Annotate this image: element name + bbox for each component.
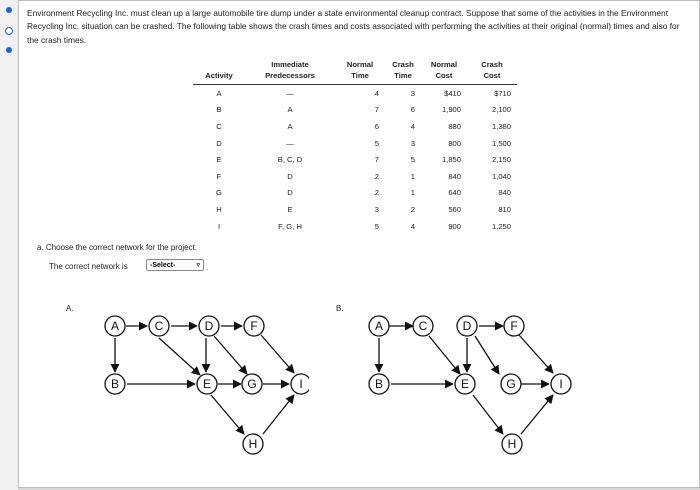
cell-crash-time: 3 (410, 138, 415, 148)
header-normal-time: Time (335, 70, 385, 85)
cell-crash-time: 1 (410, 188, 415, 198)
svg-text:I: I (299, 377, 303, 391)
cell-crash-cost: 2,150 (491, 155, 511, 165)
cell-crash-cost: 1,380 (491, 121, 511, 131)
cell-activity: C (216, 121, 222, 131)
cell-normal-time: 3 (374, 204, 379, 214)
svg-text:B: B (110, 377, 120, 391)
cell-crash-time: 6 (410, 105, 415, 115)
svg-text:E: E (202, 377, 212, 391)
cell-normal-time: 6 (374, 121, 379, 131)
cell-pred: B, C, D (277, 155, 303, 165)
cell-normal-cost: 640 (448, 188, 461, 198)
svg-text:E: E (460, 377, 470, 391)
cell-pred: F, G, H (278, 221, 302, 231)
header-activity: Activity (193, 70, 245, 85)
cell-crash-cost: 2,100 (491, 105, 511, 115)
cell-crash-cost: $710 (494, 88, 511, 98)
cell-crash-time: 2 (410, 204, 415, 214)
header-activity-1 (193, 59, 245, 70)
node-h (243, 434, 263, 454)
cell-crash-cost: 810 (498, 204, 511, 214)
option-a-label: A. (66, 304, 74, 313)
svg-text:I: I (559, 377, 563, 391)
arrow-e-h (473, 395, 503, 434)
cell-normal-time: 7 (374, 155, 379, 165)
svg-text:G: G (506, 377, 516, 391)
activity-table (193, 59, 517, 234)
header-pred: Predecessors (245, 70, 335, 85)
arrow-f-i (261, 335, 294, 373)
node-a (105, 316, 125, 336)
cell-crash-cost: 1,040 (491, 171, 511, 181)
table-row (193, 185, 517, 202)
nav-dot-icon[interactable] (6, 47, 12, 53)
cell-crash-time: 4 (410, 221, 415, 231)
cell-normal-cost: 800 (448, 138, 461, 148)
table-row (193, 201, 517, 218)
network-a-diagram (99, 306, 309, 466)
cell-activity: D (216, 138, 222, 148)
header-crash-cost-1: Crash (481, 60, 503, 69)
cell-normal-time: 5 (374, 221, 379, 231)
svg-text:C: C (418, 319, 428, 333)
network-select[interactable] (146, 259, 204, 271)
select-value: -Select- (150, 262, 176, 269)
node-d (457, 316, 477, 336)
cell-normal-cost: 900 (448, 221, 461, 231)
table-row (193, 151, 517, 168)
question-text: a. Choose the correct network for the project. (37, 243, 198, 252)
cell-activity: A (216, 88, 222, 98)
svg-text:D: D (204, 319, 214, 333)
table-row (193, 118, 517, 135)
node-d (199, 316, 219, 336)
cell-pred: A (287, 105, 293, 115)
table-row (193, 135, 517, 152)
cell-normal-cost: 560 (448, 204, 461, 214)
cell-pred: E (287, 204, 293, 214)
cell-crash-time: 1 (410, 171, 415, 181)
option-b-label: B. (336, 304, 344, 313)
table-row (193, 85, 517, 102)
node-c (149, 316, 169, 336)
svg-text:F: F (510, 319, 518, 333)
header-pred-1: Immediate (271, 60, 309, 69)
left-rail (0, 0, 18, 490)
cell-activity: F (216, 171, 222, 181)
cell-activity: B (216, 105, 222, 115)
answer-period: . (206, 263, 209, 272)
table-row (193, 218, 517, 235)
arrow-h-i (263, 395, 294, 434)
cell-pred: A (287, 121, 293, 131)
network-b-diagram (367, 306, 587, 466)
node-e (455, 374, 475, 394)
svg-text:D: D (462, 319, 472, 333)
nav-dot-icon[interactable] (6, 7, 12, 13)
svg-text:A: A (374, 319, 384, 333)
node-f (244, 316, 264, 336)
arrow-c-e (429, 336, 460, 374)
arrow-d-g (475, 336, 499, 374)
answer-label: The correct network is (49, 262, 128, 271)
cell-pred: — (286, 88, 294, 98)
node-h (502, 434, 522, 454)
svg-text:C: C (154, 319, 164, 333)
header-normal-time-1: Normal (346, 60, 374, 69)
chevron-down-icon: ▿ (196, 262, 200, 269)
node-f (504, 316, 524, 336)
cell-normal-cost: 840 (448, 171, 461, 181)
arrow-h-i (521, 395, 553, 434)
svg-text:B: B (374, 377, 384, 391)
node-a (369, 316, 389, 336)
table-row (193, 102, 517, 119)
svg-text:F: F (250, 319, 258, 333)
nav-ring-icon[interactable] (5, 27, 13, 35)
node-b (105, 374, 125, 394)
cell-activity: E (216, 155, 222, 165)
cell-normal-time: 7 (374, 105, 379, 115)
cell-pred: D (287, 188, 293, 198)
question-card (18, 0, 700, 488)
cell-pred: — (286, 138, 294, 148)
table-row (193, 168, 517, 185)
header-normal-cost: Cost (421, 70, 467, 85)
arrow-f-i (519, 335, 553, 373)
cell-crash-time: 3 (410, 88, 415, 98)
svg-text:H: H (248, 437, 258, 451)
cell-normal-time: 2 (374, 171, 379, 181)
node-g (501, 374, 521, 394)
cell-normal-time: 4 (374, 88, 379, 98)
node-g (242, 374, 262, 394)
node-i (291, 374, 309, 394)
cell-crash-cost: 840 (498, 188, 511, 198)
svg-text:G: G (247, 377, 257, 391)
cell-normal-cost: 1,850 (441, 155, 461, 165)
node-e (197, 374, 217, 394)
node-i (551, 374, 571, 394)
arrow-c-e (159, 338, 200, 375)
cell-activity: I (217, 221, 221, 231)
problem-intro: Environment Recycling Inc. must clean up a large automobile tire dump under a state environmental cleanup contract. Suppose that some of the activities in the Environment Recycling Inc. situation can be crashed. The following table shows the crash times and costs associated with performing the activities at their original (normal) times and also for the crash times. (27, 8, 680, 45)
cell-normal-time: 5 (374, 138, 379, 148)
cell-normal-cost: 880 (448, 121, 461, 131)
svg-text:A: A (110, 319, 120, 333)
node-c (413, 316, 433, 336)
cell-activity: G (216, 188, 222, 198)
svg-text:H: H (507, 437, 517, 451)
cell-crash-cost: 1,250 (491, 221, 511, 231)
node-b (369, 374, 389, 394)
cell-activity: H (216, 204, 222, 214)
header-crash-time-1: Crash (392, 60, 414, 69)
cell-crash-time: 4 (410, 121, 415, 131)
arrow-d-g (214, 336, 247, 374)
cell-crash-time: 5 (410, 155, 415, 165)
header-normal-cost-1: Normal (430, 60, 458, 69)
cell-pred: D (287, 171, 293, 181)
cell-crash-cost: 1,500 (491, 138, 511, 148)
cell-normal-time: 2 (374, 188, 379, 198)
cell-normal-cost: 1,900 (441, 105, 461, 115)
header-crash-time: Time (385, 70, 421, 85)
cell-normal-cost: $410 (444, 88, 461, 98)
arrow-e-h (211, 395, 244, 434)
header-crash-cost: Cost (467, 70, 517, 85)
